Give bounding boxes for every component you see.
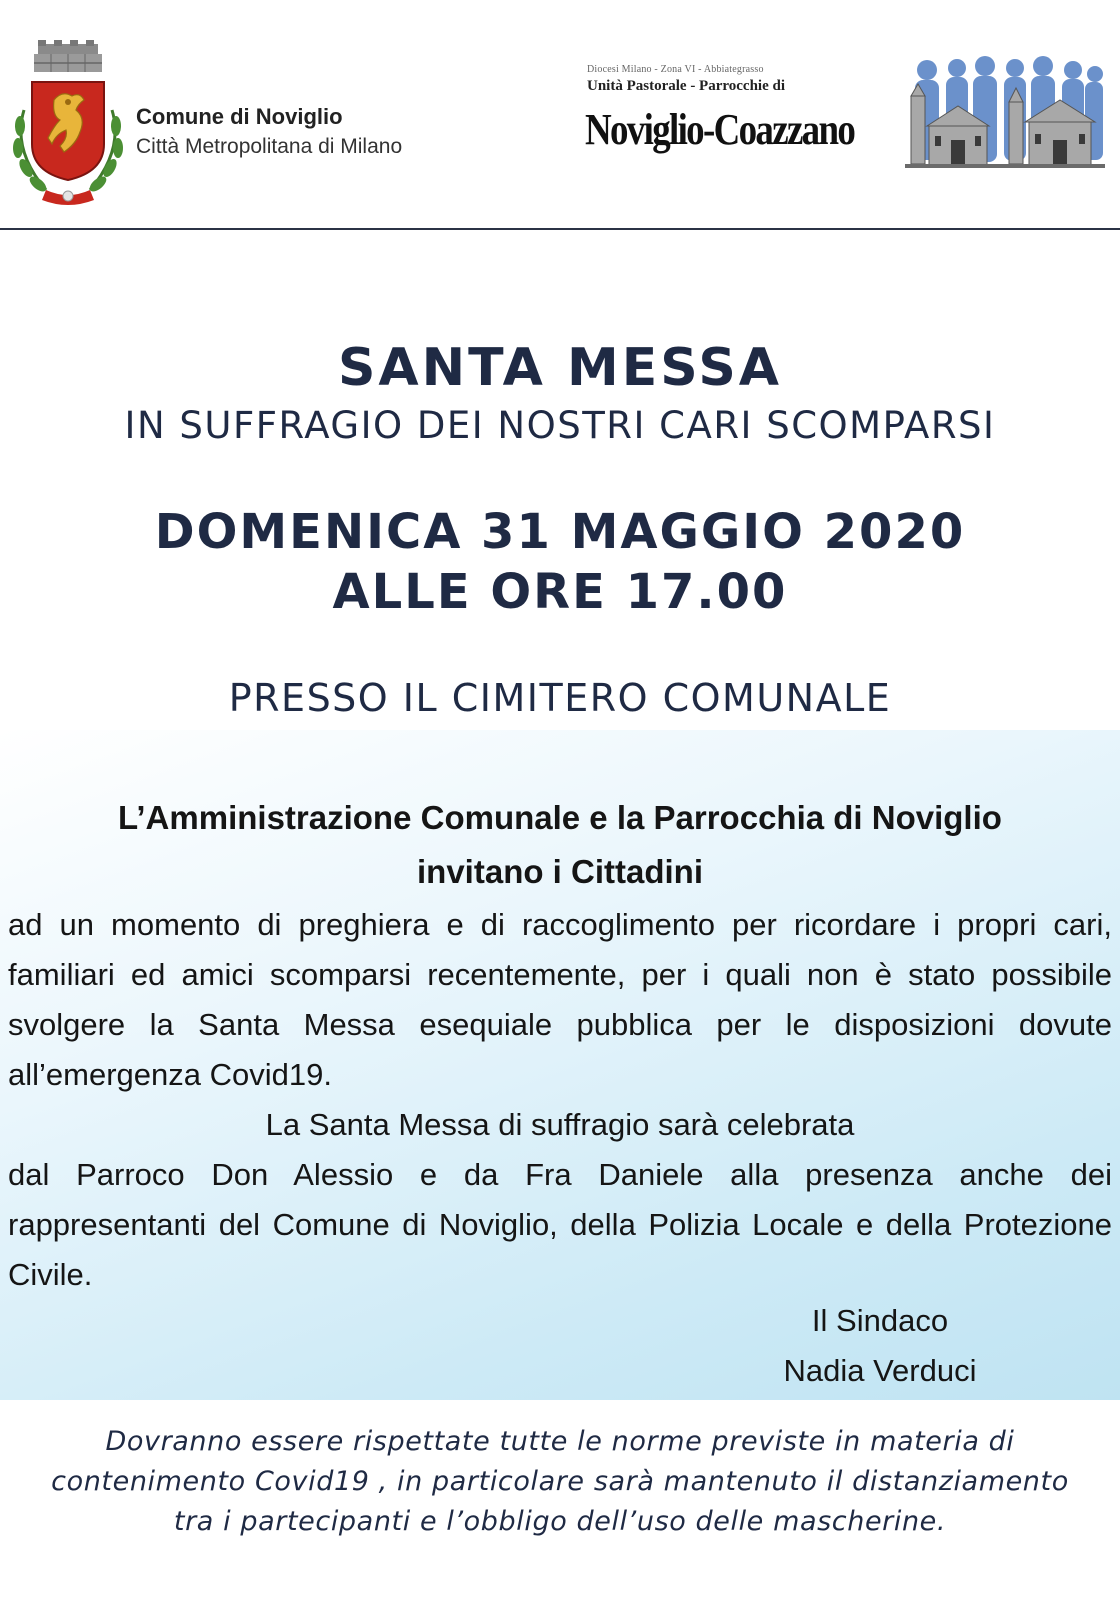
parish-unit-text: Unità Pastorale - Parrocchie di xyxy=(587,78,786,94)
municipality-label xyxy=(136,102,402,162)
covid-notice-line3: tra i partecipanti e l’obbligo dell’uso delle mascherine. xyxy=(173,1506,947,1537)
mass-celebration-line: La Santa Messa di suffragio sarà celebrata xyxy=(265,1107,855,1142)
event-time: ALLE ORE 17.00 xyxy=(332,564,788,620)
municipality-subtitle: Città Metropolitana di Milano xyxy=(136,135,403,158)
covid-notice-line2: contenimento Covid19 , in particolare sarà mantenuto il distanziamento xyxy=(51,1466,1069,1497)
parish-logo xyxy=(585,56,1105,176)
covid-notice xyxy=(0,1422,1120,1542)
parish-name: Noviglio-Coazzano xyxy=(585,105,855,154)
signature-block xyxy=(760,1296,1000,1396)
announcement-title: SANTA MESSA xyxy=(337,338,783,398)
celebrants-paragraph: dal Parroco Don Alessio e da Fra Daniele alla presenza anche dei rappresentanti del Comune di Noviglio, della Polizia Locale e della Protezione Civile. xyxy=(8,1157,1112,1292)
invitation-text xyxy=(8,790,1112,1300)
invitation-heading-line2: invitano i Cittadini xyxy=(417,853,703,890)
people-silhouettes-icon xyxy=(905,56,1105,176)
parish-diocese-text: Diocesi Milano - Zona VI - Abbiategrasso xyxy=(587,64,764,75)
signature-name: Nadia Verduci xyxy=(783,1353,977,1388)
event-location: PRESSO IL CIMITERO COMUNALE xyxy=(228,676,892,720)
announcement-subtitle: IN SUFFRAGIO DEI NOSTRI CARI SCOMPARSI xyxy=(124,404,996,447)
covid-notice-line1: Dovranno essere rispettate tutte le norme previste in materia di xyxy=(105,1426,1015,1457)
signature-role: Il Sindaco xyxy=(811,1303,949,1338)
invitation-paragraph: ad un momento di preghiera e di raccoglimento per ricordare i propri cari, familiari ed amici scomparsi recentemente, per i quali non è stato possibile svolgere la Santa Messa esequiale pubblica per le disposizioni dovute all’emergenza Covid19. xyxy=(8,907,1112,1092)
page-header xyxy=(0,0,1120,230)
municipality-name: Comune di Noviglio xyxy=(136,104,343,129)
header-divider xyxy=(0,228,1120,230)
invitation-heading-line1: L’Amministrazione Comunale e la Parrocchia di Noviglio xyxy=(118,799,1002,836)
event-date: DOMENICA 31 MAGGIO 2020 xyxy=(154,504,966,560)
coat-of-arms-icon xyxy=(6,40,130,214)
